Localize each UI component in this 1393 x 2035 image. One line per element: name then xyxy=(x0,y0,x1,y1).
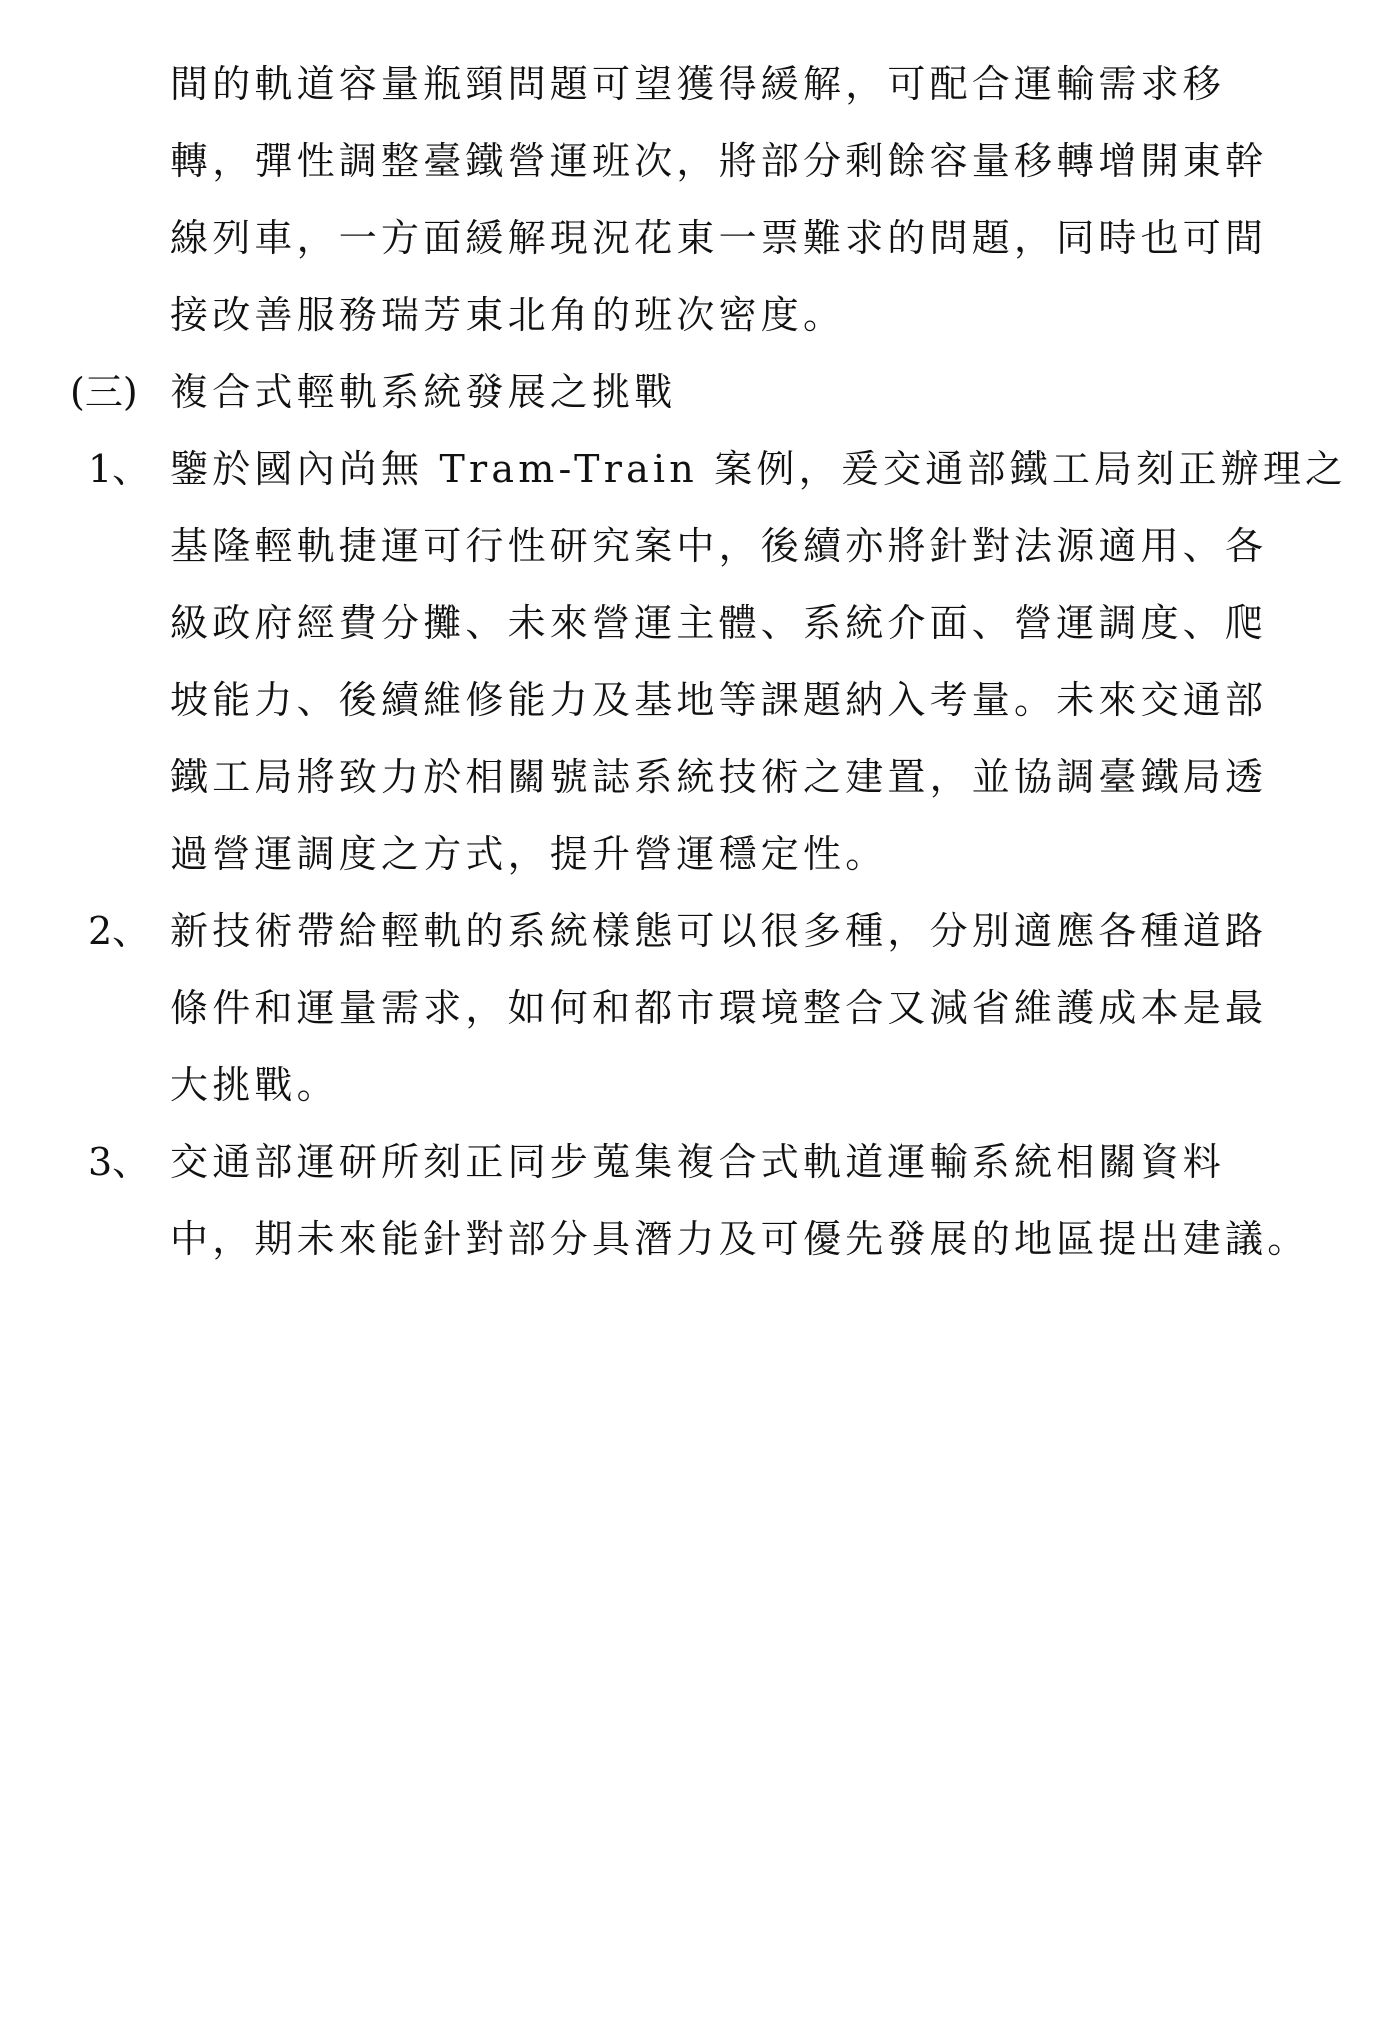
paragraph-line: 接改善服務瑞芳東北角的班次密度。 xyxy=(170,293,846,337)
list-item-line: 坡能力、後續維修能力及基地等課題納入考量。未來交通部 xyxy=(170,678,1268,722)
list-item-line: 鐵工局將致力於相關號誌系統技術之建置，並協調臺鐵局透 xyxy=(170,755,1268,799)
section-marker: (三) xyxy=(70,370,138,414)
list-item-line: 過營運調度之方式，提升營運穩定性。 xyxy=(170,832,888,876)
paragraph-line: 線列車，一方面緩解現況花東一票難求的問題，同時也可間 xyxy=(170,216,1268,260)
paragraph-line: 轉，彈性調整臺鐵營運班次，將部分剩餘容量移轉增開東幹 xyxy=(170,139,1268,183)
list-item-line: 交通部運研所刻正同步蒐集複合式軌道運輸系統相關資料 xyxy=(170,1140,1226,1184)
list-item-line: 級政府經費分攤、未來營運主體、系統介面、營運調度、爬 xyxy=(170,601,1268,645)
list-item-line: 中，期未來能針對部分具潛力及可優先發展的地區提出建議。 xyxy=(170,1217,1310,1261)
paragraph-line: 間的軌道容量瓶頸問題可望獲得緩解，可配合運輸需求移 xyxy=(170,62,1226,106)
list-item-line: 新技術帶給輕軌的系統樣態可以很多種，分別適應各種道路 xyxy=(170,909,1268,953)
list-item-marker: 3、 xyxy=(88,1140,151,1184)
list-item-line: 鑒於國內尚無 Tram-Train 案例，爰交通部鐵工局刻正辦理之 xyxy=(170,447,1348,491)
list-item-marker: 1、 xyxy=(88,447,151,491)
list-item-line: 條件和運量需求，如何和都市環境整合又減省維護成本是最 xyxy=(170,986,1268,1030)
list-item-line: 基隆輕軌捷運可行性研究案中，後續亦將針對法源適用、各 xyxy=(170,524,1268,568)
list-item-marker: 2、 xyxy=(88,909,151,953)
section-title: 複合式輕軌系統發展之挑戰 xyxy=(170,370,677,414)
list-item-line: 大挑戰。 xyxy=(170,1063,339,1107)
